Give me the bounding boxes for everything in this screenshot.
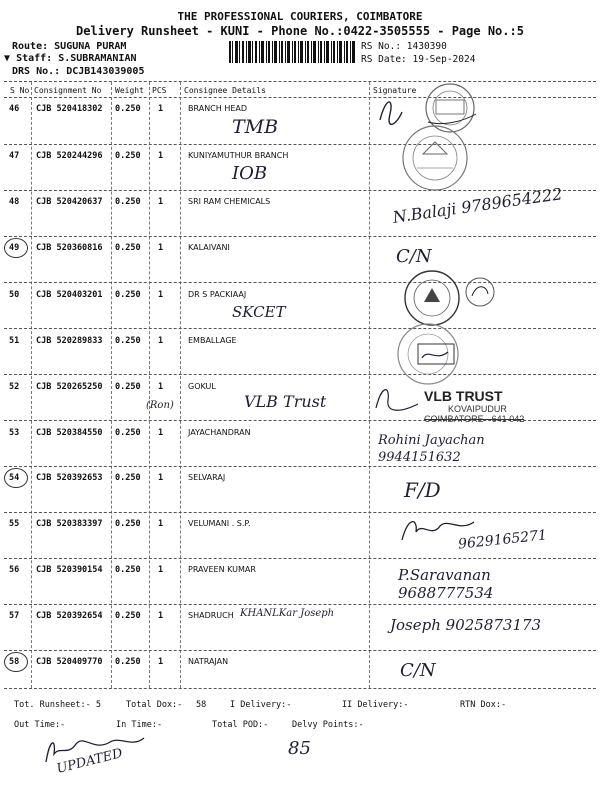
row-pcs: 1 <box>158 151 164 161</box>
row-consignee: KUNIYAMUTHUR BRANCH <box>188 151 289 160</box>
row-consignee: DR S PACKIAAJ <box>188 290 247 299</box>
row-pcs: 1 <box>158 473 164 483</box>
row-pcs: 1 <box>158 243 164 253</box>
row-consignment: CJB 520390154 <box>36 565 103 575</box>
vlb-stamp-title: VLB TRUST <box>424 388 503 404</box>
footer-i-delivery: I Delivery:- <box>230 700 292 710</box>
route-line <box>12 41 126 52</box>
row-consignee: BRANCH HEAD <box>188 104 248 113</box>
row-sno: 58 <box>9 657 20 667</box>
row-consignment: CJB 520383397 <box>36 519 103 529</box>
row-consignment: CJB 520409770 <box>36 657 103 667</box>
signature-row-58: C/N <box>400 660 436 681</box>
barcode-image <box>229 41 355 63</box>
header-rule-top <box>4 81 596 82</box>
row-sno: 48 <box>9 197 20 207</box>
route-label: Route: <box>12 41 49 52</box>
signature-scribble-icon <box>372 378 422 418</box>
row-consignment: CJB 520384550 <box>36 428 103 438</box>
vlb-stamp-line2: COIMBATORE - 641 042 <box>424 414 525 424</box>
rs-no-label: RS No.: <box>361 41 402 52</box>
row-rule <box>4 236 596 237</box>
staff-line <box>4 53 137 64</box>
row-rule <box>4 374 596 375</box>
row-weight: 0.250 <box>115 382 141 392</box>
footer-ii-delivery: II Delivery:- <box>342 700 409 710</box>
rs-no-line <box>361 41 447 52</box>
row-sno: 53 <box>9 428 20 438</box>
row-pcs: 1 <box>158 104 164 114</box>
row-sno: 47 <box>9 151 20 161</box>
signature-row-55: 9629165271 <box>457 527 548 553</box>
row-pcs: 1 <box>158 565 164 575</box>
signature-row-56: P.Saravanan 9688777534 <box>398 566 494 602</box>
row-pcs: 1 <box>158 336 164 346</box>
col-divider <box>31 82 32 688</box>
row-weight: 0.250 <box>115 336 141 346</box>
bank-seal-icon <box>395 124 475 194</box>
header-rule-bottom <box>4 97 596 98</box>
staff-label: Staff: <box>16 53 53 64</box>
row-consignee: SRI RAM CHEMICALS <box>188 197 271 206</box>
col-weight: Weight <box>115 86 144 95</box>
drs-label: DRS No.: <box>12 66 61 77</box>
staff-arrow-icon: ▼ <box>4 53 11 64</box>
row-consignee: SHADRUCH <box>188 611 234 620</box>
row-rule <box>4 558 596 559</box>
row-weight: 0.250 <box>115 197 141 207</box>
row-handnote: IOB <box>232 163 268 184</box>
row-consignee: NATRAJAN <box>188 657 229 666</box>
row-pcs: 1 <box>158 428 164 438</box>
row-rule <box>4 604 596 605</box>
row-handnote: VLB Trust <box>244 392 327 411</box>
row-consignee: SELVARAJ <box>188 473 226 482</box>
row-sno: 54 <box>9 473 20 483</box>
row-consignment: CJB 520420637 <box>36 197 103 207</box>
row-consignee: JAYACHANDRAN <box>188 428 251 437</box>
row-weight: 0.250 <box>115 657 141 667</box>
row-handnote: KHANLKar Joseph <box>240 608 335 619</box>
row-pcs: 1 <box>158 382 164 392</box>
company-title: THE PROFESSIONAL COURIERS, COIMBATORE <box>177 10 423 23</box>
footer-tot-runsheet: Tot. Runsheet:- 5 <box>14 700 101 710</box>
rs-date-line <box>361 54 475 65</box>
signature-row-49: C/N <box>396 246 432 267</box>
row-pcs: 1 <box>158 197 164 207</box>
row-sno: 49 <box>9 243 20 253</box>
row-sno: 51 <box>9 336 20 346</box>
row-weight: 0.250 <box>115 290 141 300</box>
col-divider <box>149 82 150 688</box>
footer-updated-note: UPDATED <box>55 746 125 777</box>
row-handnote: TMB <box>232 116 279 138</box>
row-rule <box>4 282 596 283</box>
col-sno: S No <box>10 86 30 95</box>
row-sno: 46 <box>9 104 20 114</box>
row-pcs: 1 <box>158 611 164 621</box>
row-consignee: VELUMANI . S.P. <box>188 519 251 528</box>
row-consignment: CJB 520392653 <box>36 473 103 483</box>
row-consignee: EMBALLAGE <box>188 336 237 345</box>
row-handnote: SKCET <box>232 303 286 321</box>
row-consignment: CJB 520403201 <box>36 290 103 300</box>
row-rule <box>4 650 596 651</box>
signature-row-48: N.Balaji 9789654222 <box>391 184 564 227</box>
row-weight: 0.250 <box>115 473 141 483</box>
row-consignment: CJB 520244296 <box>36 151 103 161</box>
row-pcs: 1 <box>158 657 164 667</box>
footer-total-dox-value: 58 <box>196 700 207 710</box>
row-consignment: CJB 520265250 <box>36 382 103 392</box>
row-consignee: PRAVEEN KUMAR <box>188 565 256 574</box>
row-weight: 0.250 <box>115 519 141 529</box>
col-consignment: Consignment No <box>34 86 102 95</box>
col-consignee: Consignee Details <box>184 86 266 95</box>
row-rule <box>4 328 596 329</box>
row-weight: 0.250 <box>115 104 141 114</box>
row-rule <box>4 466 596 467</box>
row-consignee: GOKUL <box>188 382 216 391</box>
col-signature: Signature <box>373 86 417 95</box>
footer-rtn-dox: RTN Dox:- <box>460 700 507 710</box>
rs-no-value: 1430390 <box>406 41 447 52</box>
staff-value: S.SUBRAMANIAN <box>58 53 137 64</box>
rs-date-label: RS Date: <box>361 54 407 65</box>
row-weight: 0.250 <box>115 565 141 575</box>
row-weight: 0.250 <box>115 151 141 161</box>
row-consignment: CJB 520289833 <box>36 336 103 346</box>
signature-row-54: F/D <box>404 478 441 502</box>
row-sno: 55 <box>9 519 20 529</box>
col-divider <box>180 82 181 688</box>
drs-value: DCJB143039005 <box>66 66 145 77</box>
col-pcs: PCS <box>152 86 167 95</box>
drs-line <box>12 66 144 77</box>
row-pen-note: (Ron) <box>146 400 174 411</box>
row-weight: 0.250 <box>115 243 141 253</box>
row-consignment: CJB 520392654 <box>36 611 103 621</box>
route-value: SUGUNA PURAM <box>54 41 127 52</box>
signature-row-57: Joseph 9025873173 <box>390 616 542 634</box>
signature-row-53: Rohini Jayachan 9944151632 <box>378 433 485 465</box>
row-pcs: 1 <box>158 519 164 529</box>
runsheet-subtitle: Delivery Runsheet - KUNI - Phone No.:0422-3505555 - Page No.:5 <box>76 24 524 38</box>
row-sno: 52 <box>9 382 20 392</box>
row-rule <box>4 688 596 689</box>
row-rule <box>4 144 596 145</box>
row-sno: 56 <box>9 565 20 575</box>
row-pcs: 1 <box>158 290 164 300</box>
row-sno: 50 <box>9 290 20 300</box>
footer-in-time: In Time:- <box>116 720 163 730</box>
row-consignment: CJB 520360816 <box>36 243 103 253</box>
col-divider <box>111 82 112 688</box>
vlb-stamp-line1: KOVAIPUDUR <box>448 404 507 414</box>
footer-total-pod: Total POD:- <box>212 720 269 730</box>
row-consignee: KALAIVANI <box>188 243 230 252</box>
row-weight: 0.250 <box>115 611 141 621</box>
row-weight: 0.250 <box>115 428 141 438</box>
row-sno: 57 <box>9 611 20 621</box>
footer-delvy-points: Delvy Points:- <box>292 720 364 730</box>
row-consignment: CJB 520418302 <box>36 104 103 114</box>
footer-out-time: Out Time:- <box>14 720 66 730</box>
rs-date-value: 19-Sep-2024 <box>412 54 476 65</box>
footer-total-dox-label: Total Dox:- <box>126 700 183 710</box>
col-divider <box>369 82 370 688</box>
row-rule <box>4 512 596 513</box>
footer-delvy-handnote: 85 <box>288 738 311 759</box>
